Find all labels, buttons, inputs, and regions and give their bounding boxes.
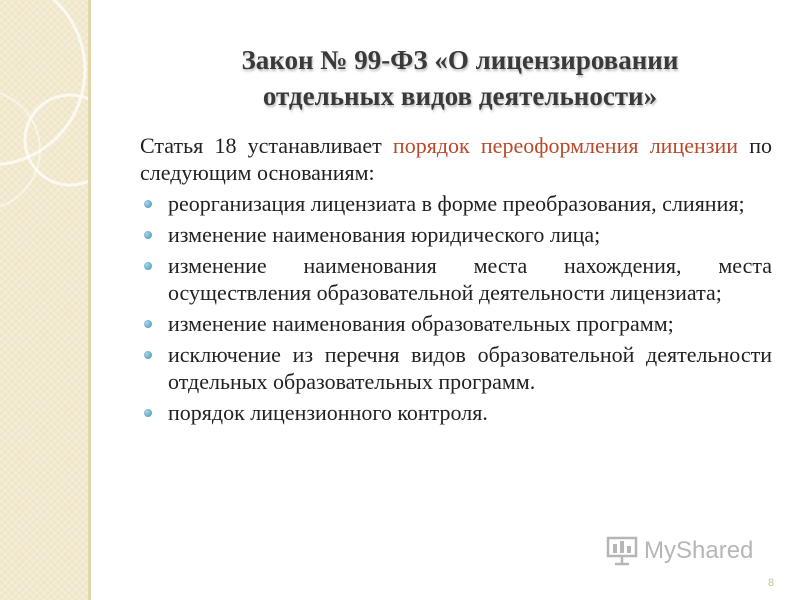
watermark bbox=[606, 536, 753, 566]
list-item-text: изменение наименования места нахождения, места осуществления образовательной деятельности лицензиата; bbox=[168, 253, 772, 305]
bullet-dot-icon bbox=[144, 351, 152, 359]
slide-body bbox=[140, 132, 772, 426]
decorative-side-panel bbox=[0, 0, 88, 600]
list-item-text: порядок лицензионного контроля. bbox=[168, 400, 488, 425]
list-item bbox=[140, 252, 772, 306]
list-item-text: изменение наименования юридического лица; bbox=[168, 222, 601, 247]
bullet-dot-icon bbox=[144, 231, 152, 239]
slide-title-line-2: отдельных видов деятельности» bbox=[262, 81, 658, 111]
bullet-dot-icon bbox=[144, 262, 152, 270]
bullet-dot-icon bbox=[144, 320, 152, 328]
slide-title-line-1: Закон № 99-ФЗ «О лицензировании bbox=[241, 45, 679, 75]
intro-prefix: Статья 18 устанавливает bbox=[140, 133, 393, 158]
list-item-text: исключение из перечня видов образовательной деятельности отдельных образовательных программ. bbox=[168, 342, 772, 394]
side-panel-edge bbox=[88, 0, 91, 600]
page-number: 8 bbox=[768, 577, 775, 589]
bullet-dot-icon bbox=[144, 409, 152, 417]
list-item bbox=[140, 399, 772, 426]
list-item bbox=[140, 341, 772, 395]
list-item-text: изменение наименования образовательных программ; bbox=[168, 311, 674, 336]
decorative-circles bbox=[0, 0, 88, 600]
intro-suffix: по следующим основаниям: bbox=[140, 133, 772, 185]
intro-separator bbox=[638, 133, 649, 158]
bullet-dot-icon bbox=[144, 200, 152, 208]
presentation-board-icon bbox=[606, 536, 638, 566]
bullet-list bbox=[140, 190, 772, 426]
list-item bbox=[140, 310, 772, 337]
list-item-text: реорганизация лицензиата в форме преобразования, слияния; bbox=[168, 191, 745, 216]
list-item bbox=[140, 190, 772, 217]
watermark-text: MyShared bbox=[644, 537, 754, 564]
slide-title bbox=[140, 42, 780, 114]
intro-paragraph bbox=[140, 132, 772, 186]
list-item bbox=[140, 221, 772, 248]
intro-highlight-1: порядок переоформления bbox=[392, 133, 639, 158]
intro-highlight-2: лицензии bbox=[649, 133, 738, 158]
